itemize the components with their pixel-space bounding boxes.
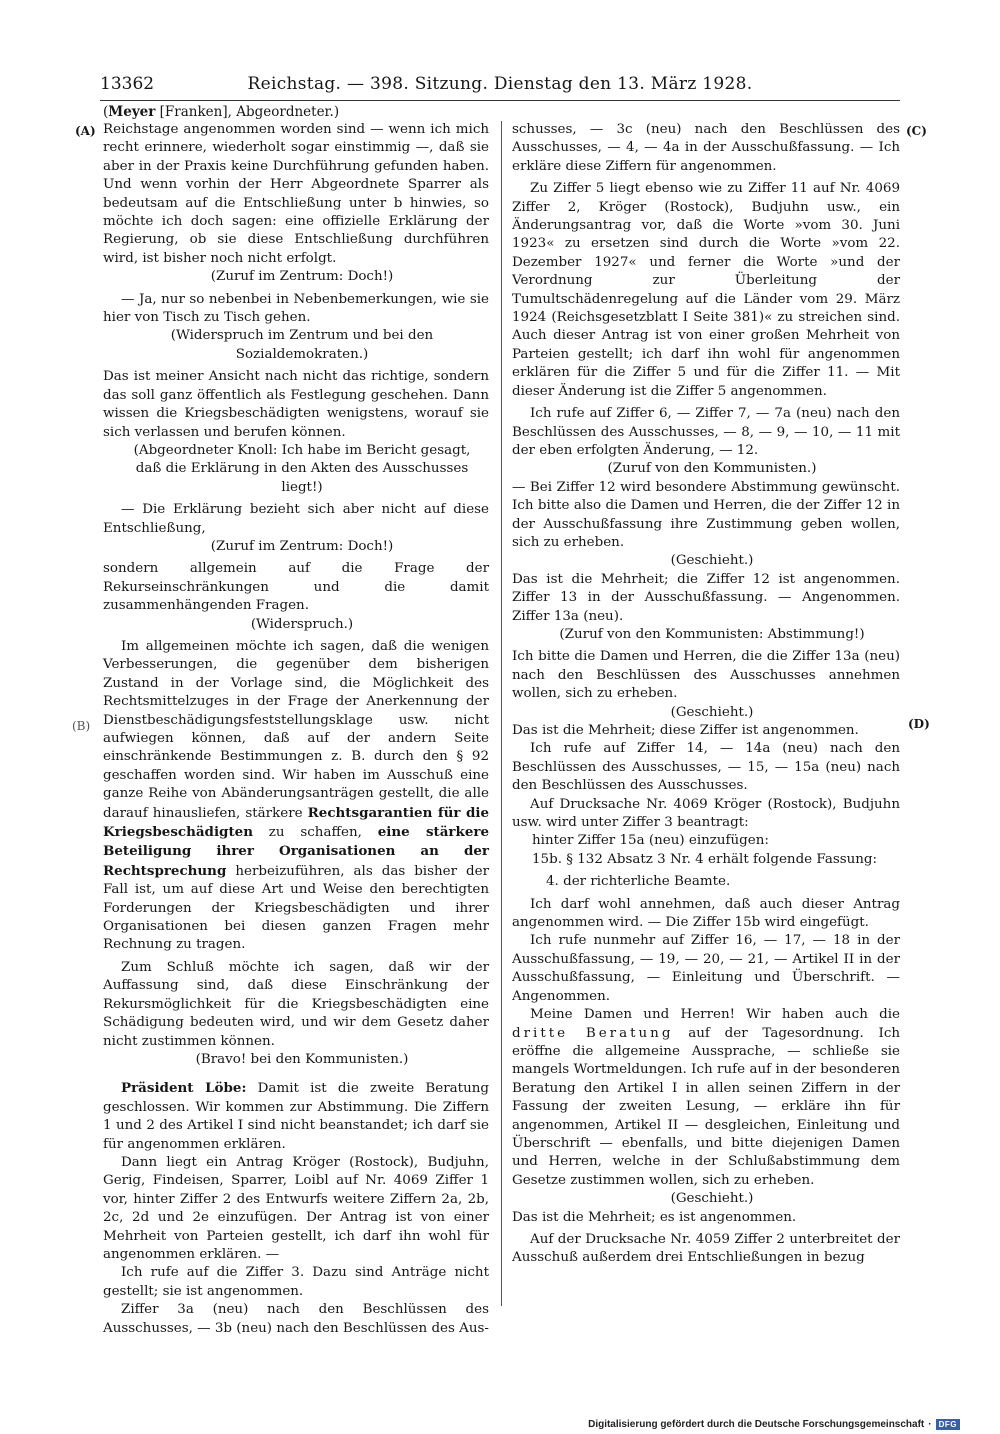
interjection: (Widerspruch im Zentrum und bei den Sozialdemokraten.) bbox=[170, 328, 434, 362]
emphasis: eine stärkere Beteiligung ihrer Organisationen an der Rechtsprechung bbox=[103, 824, 489, 879]
paragraph: Zum Schluß möchte ich sagen, daß wir der Auffassung sind, daß diese Einschränkung der Rekursmöglichkeit für die Kriegsbeschädigten eine Schädigung bedeuten wird, und wir dem Gesetz daher nicht zustimmen können. bbox=[103, 959, 489, 1049]
header-rule bbox=[100, 100, 900, 101]
paragraph: Ich bitte die Damen und Herren, die die Ziffer 13a (neu) nach den Beschlüssen des Ausschusses annehmen wollen, sich zu erheben. bbox=[512, 649, 900, 702]
interjection: (Geschieht.) bbox=[670, 1191, 754, 1207]
running-title: Reichstag. — 398. Sitzung. Dienstag den 13. März 1928. bbox=[247, 74, 753, 94]
paragraph: sondern allgemein auf die Frage der Rekurseinschränkungen und die damit zusammenhängenden Fragen. bbox=[103, 561, 489, 614]
interjection: (Geschieht.) bbox=[670, 704, 754, 720]
paragraph: Ich rufe nunmehr auf Ziffer 16, — 17, — 18 in der Ausschußfassung, — 19, — 20, — 21, — Artikel II in der Ausschußfassung, — Einleitung und Überschrift. — Angenommen. bbox=[512, 933, 900, 1004]
paragraph: — Die Erklärung bezieht sich aber nicht auf diese Entschließung, bbox=[103, 502, 489, 536]
interjection: (Zuruf im Zentrum: Doch!) bbox=[210, 538, 394, 554]
page-header bbox=[100, 74, 900, 100]
paragraph: Auf Drucksache Nr. 4069 Kröger (Rostock), Budjuhn usw. wird unter Ziffer 3 beantragt: bbox=[512, 796, 900, 831]
paragraph: Das ist die Mehrheit; es ist angenommen. bbox=[512, 1209, 797, 1225]
president-name: Präsident Löbe: bbox=[121, 1080, 247, 1097]
paragraph: — Bei Ziffer 12 wird besondere Abstimmung gewünscht. Ich bitte also die Damen und Herren, die der Ziffer 12 in der Ausschußfassung ihre Zustimmung geben wollen, sich zu erheben. bbox=[512, 479, 900, 550]
interjection: (Geschieht.) bbox=[670, 553, 754, 569]
page-number: 13362 bbox=[100, 74, 155, 94]
interjection: (Zuruf im Zentrum: Doch!) bbox=[210, 269, 394, 285]
paragraph: Ich darf wohl annehmen, daß auch dieser Antrag angenommen wird. — Die Ziffer 15b wird eingefügt. bbox=[512, 896, 900, 931]
paragraph: Das ist die Mehrheit; diese Ziffer ist angenommen. bbox=[512, 723, 859, 738]
paragraph: Ich rufe auf Ziffer 14, — 14a (neu) nach den Beschlüssen des Ausschusses, — 15, — 15a (neu) nach den Beschlüssen des Ausschusses. bbox=[512, 741, 900, 794]
paragraph: schusses, — 3c (neu) nach den Beschlüssen des Ausschusses, — 4, — 4a in der Ausschußfassung. — Ich erkläre diese Ziffern für angenommen. bbox=[512, 122, 900, 174]
digitization-footer: Digitalisierung gefördert durch die Deutsche Forschungsgemeinschaft · DFG bbox=[588, 1419, 960, 1430]
paragraph: Zu Ziffer 5 liegt ebenso wie zu Ziffer 11 auf Nr. 4069 Ziffer 2, Kröger (Rostock), Budjuhn usw., ein Änderungsantrag vor, daß die Worte »vom 30. Juni 1923« zu ersetzen sind durch die Worte »vom 22. Dezember 1927« und ferner die Worte »und der Verordnung zur Überleitung der Tumultschädenregelung auf die Länder vom 29. März 1924 (Reichsgesetzblatt I Seite 381)« zu streichen sind. Auch dieser Antrag ist von einer großen Mehrheit von Parteien gestellt; ich darf ihn wohl für angenommen erklären für die Ziffer 5 und für die Ziffer 11. — Mit dieser Änderung ist die Ziffer 5 angenommen. bbox=[512, 181, 900, 399]
paragraph: Dann liegt ein Antrag Kröger (Rostock), Budjuhn, Gerig, Findeisen, Sparrer, Loibl auf Nr. 4069 Ziffer 1 vor, hinter Ziffer 2 des Entwurfs weitere Ziffern 2a, 2b, 2c, 2d und 2e einzufügen. Der Antrag ist von einer Mehrheit von Parteien gestellt, ich darf ihn wohl für angenommen erklären. — bbox=[103, 1154, 489, 1262]
paragraph: Präsident Löbe: Damit ist die zweite Beratung geschlossen. Wir kommen zur Abstimmung. Die Ziffern 1 und 2 des Artikel I sind nicht beanstandet; ich darf sie für angenommen erklären. bbox=[103, 1080, 489, 1152]
margin-mark-a: (A) bbox=[75, 124, 96, 138]
interjection: (Zuruf von den Kommunisten.) bbox=[607, 461, 817, 477]
paragraph: Ich rufe auf Ziffer 6, — Ziffer 7, — 7a (neu) nach den Beschlüssen des Ausschusses, — 8, — 9, — 10, — 11 mit der eben erfolgten Änderung, — 12. bbox=[512, 406, 900, 458]
paragraph: Das ist meiner Ansicht nach nicht das richtige, sondern das soll ganz öffentlich als Festlegung geschehen. Dann wissen die Kriegsbeschädigten wenigstens, worauf sie sich verlassen und berufen können. bbox=[103, 369, 489, 440]
emphasis: dritte Beratung bbox=[512, 1025, 674, 1041]
interjection: (Bravo! bei den Kommunisten.) bbox=[195, 1051, 409, 1067]
interjection: (Widerspruch.) bbox=[250, 616, 354, 632]
paragraph: hinter Ziffer 15a (neu) einzufügen: bbox=[532, 833, 769, 849]
paragraph: 4. der richterliche Beamte. bbox=[546, 874, 731, 890]
speaker-heading: (Meyer [Franken], Abgeordneter.) bbox=[103, 104, 340, 120]
paragraph: Reichstage angenommen worden sind — wenn ich mich recht erinnere, wiederholt sogar einstimmig —, daß sie aber in der Praxis keine Durchführung gefunden haben. Und wenn vorhin der Herr Abgeordnete Sparrer als bedeutsam auf die Entschließung unter b hinwies, so möchte ich doch sagen: eine offizielle Erklärung der Regierung, ob sie diese Entschließung durchführen wird, ist bisher noch nicht erfolgt. bbox=[103, 122, 489, 266]
paragraph: Ich rufe auf die Ziffer 3. Dazu sind Anträge nicht gestellt; sie ist angenommen. bbox=[103, 1265, 489, 1299]
column-divider bbox=[501, 121, 502, 1306]
paragraph: Auf der Drucksache Nr. 4059 Ziffer 2 unterbreitet der Ausschuß außerdem drei Entschließungen in bezug bbox=[512, 1231, 900, 1266]
margin-mark-d: (D) bbox=[908, 717, 930, 731]
paragraph: Das ist die Mehrheit; die Ziffer 12 ist angenommen. Ziffer 13 in der Ausschußfassung. — Angenommen. Ziffer 13a (neu). bbox=[512, 571, 900, 624]
interjection: (Abgeordneter Knoll: Ich habe im Bericht gesagt, daß die Erklärung in den Akten des Ausschusses liegt!) bbox=[133, 442, 471, 495]
speaker-name: Meyer bbox=[108, 104, 156, 120]
paragraph: Ziffer 3a (neu) nach den Beschlüssen des Ausschusses, — 3b (neu) nach den Beschlüssen des Aus- bbox=[103, 1302, 489, 1336]
left-column bbox=[103, 121, 489, 1338]
emphasis: Rechtsgarantien für die Kriegsbeschädigten bbox=[103, 804, 489, 841]
interjection: (Zuruf von den Kommunisten: Abstimmung!) bbox=[559, 626, 865, 642]
paragraph: Im allgemeinen möchte ich sagen, daß die wenigen Verbesserungen, die gegenüber dem bisherigen Zustand in der Vorlage sind, die Möglichkeit des Rechtsmittelzuges in der Frage der Anerkennung der Dienstbeschädigungsfeststellungsklage usw. nicht aufwiegen können, daß auf der andern Seite einschränkende Bestimmungen z. B. durch den § 92 geschaffen worden sind. Wir haben im Ausschuß eine ganze Reihe von Abänderungsanträgen gestellt, die alle darauf hinausliefen, stärkere Rechtsgarantien für die Kriegsbeschädigten zu schaffen, eine stärkere Beteiligung ihrer Organisationen an der Rechtsprechung herbeizuführen, als das bisher der Fall ist, um auf diese Art und Weise den berechtigten Forderungen der Kriegsbeschädigten und ihrer Organisationen bei diesen ganzen Fragen mehr Rechnung zu tragen. bbox=[103, 638, 489, 953]
paragraph: 15b. § 132 Absatz 3 Nr. 4 erhält folgende Fassung: bbox=[532, 851, 878, 867]
margin-mark-c: (C) bbox=[906, 124, 927, 138]
right-column bbox=[512, 121, 900, 1268]
paragraph: — Ja, nur so nebenbei in Nebenbemerkungen, wie sie hier von Tisch zu Tisch gehen. bbox=[103, 291, 489, 326]
margin-mark-b: (B) bbox=[72, 719, 91, 733]
paragraph: Meine Damen und Herren! Wir haben auch die dritte Beratung auf der Tagesordnung. Ich eröffne die allgemeine Aussprache, — schließe sie mangels Wortmeldungen. Ich rufe auf in der besonderen Beratung den Artikel I in allen seinen Ziffern in der Fassung der zweiten Lesung, — erkläre ihn für angenommen, Artikel II — desgleichen, Einleitung und Überschrift — ebenfalls, und bitte diejenigen Damen und Herren, welche in der Schlußabstimmung dem Gesetze zustimmen wollen, sich zu erheben. bbox=[512, 1007, 900, 1188]
dfg-logo-icon: DFG bbox=[936, 1419, 960, 1430]
footer-text: Digitalisierung gefördert durch die Deutsche Forschungsgemeinschaft bbox=[588, 1419, 925, 1430]
